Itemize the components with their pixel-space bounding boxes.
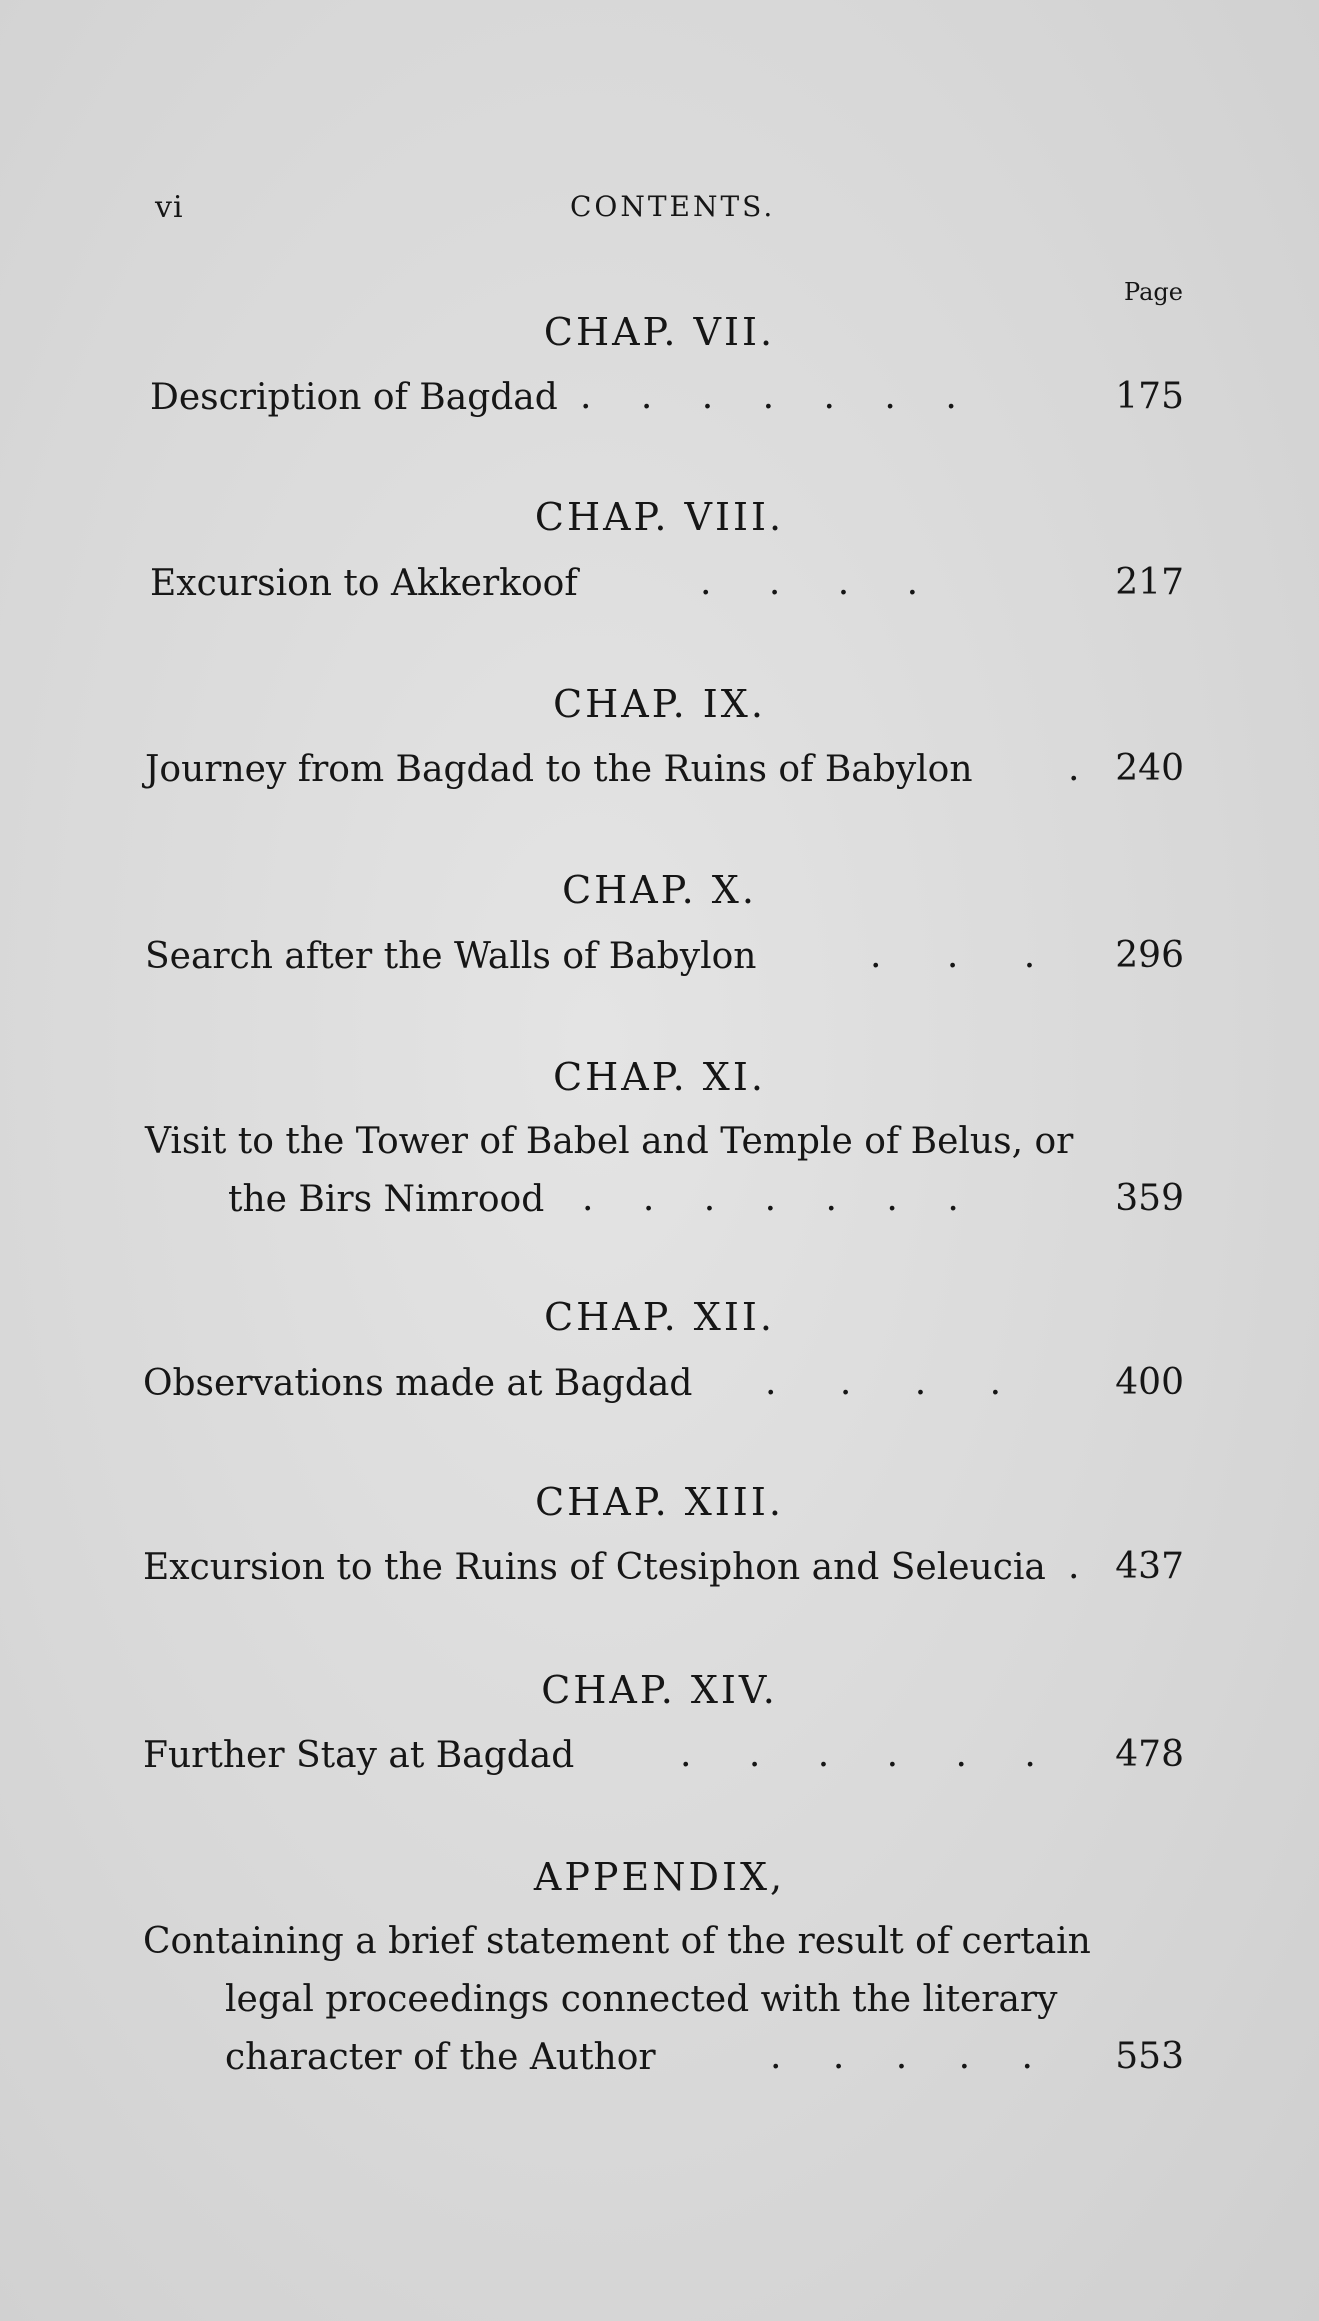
dot-leader-vii: . . . . . . . [580,376,957,417]
toc-entry-xi-line-1: Visit to the Tower of Babel and Temple of Belus, or [145,1121,1074,1162]
dot-leader-x: . . . [870,935,1036,976]
page-ref-appendix: 553 [1115,2036,1184,2077]
dot-leader-xii: . . . . [765,1362,1002,1403]
page-ref-vii: 175 [1115,376,1184,417]
toc-entry-xi-line-2: the Birs Nimrood [228,1179,545,1220]
appendix-entry-line-2: legal proceedings connected with the literary [225,1979,1058,2020]
page-ref-xi: 359 [1115,1178,1184,1219]
dot-leader-xiii: . [1068,1546,1080,1587]
chapter-heading-xiii: CHAP. XIII. [535,1480,784,1524]
dot-leader-ix: . [1068,748,1080,789]
page-ref-viii: 217 [1115,562,1184,603]
page-ref-xiv: 478 [1115,1734,1184,1775]
page-number: vi [155,190,184,225]
appendix-entry-line-1: Containing a brief statement of the result of certain [143,1921,1091,1962]
page-ref-xiii: 437 [1115,1546,1184,1587]
chapter-heading-ix: CHAP. IX. [553,682,766,726]
toc-entry-xiv: Further Stay at Bagdad [143,1735,575,1776]
chapter-heading-viii: CHAP. VIII. [534,495,785,539]
appendix-entry-line-3: character of the Author [225,2037,656,2078]
toc-entry-x: Search after the Walls of Babylon [145,936,757,977]
running-head [0,190,1319,240]
chapter-heading-xii: CHAP. XII. [544,1295,775,1339]
chapter-heading-x: CHAP. X. [562,868,757,912]
appendix-heading: APPENDIX, [533,1855,786,1899]
chapter-heading-xi: CHAP. XI. [553,1055,766,1099]
toc-entry-xiii: Excursion to the Ruins of Ctesiphon and Seleucia [143,1547,1046,1588]
running-title: CONTENTS. [570,190,776,223]
toc-entry-viii: Excursion to Akkerkoof [150,563,578,604]
page-ref-xii: 400 [1115,1362,1184,1403]
chapter-heading-xiv: CHAP. XIV. [541,1668,778,1712]
dot-leader-xiv: . . . . . . [680,1734,1036,1775]
toc-entry-xii: Observations made at Bagdad [143,1363,693,1404]
dot-leader-viii: . . . . [700,562,919,603]
page-ref-ix: 240 [1115,748,1184,789]
dot-leader-appendix: . . . . . [770,2036,1033,2077]
page-column-label: Page [1124,278,1183,306]
toc-entry-ix: Journey from Bagdad to the Ruins of Babylon [145,749,973,790]
chapter-heading-vii: CHAP. VII. [543,310,776,354]
page-ref-x: 296 [1115,935,1184,976]
dot-leader-xi: . . . . . . . [582,1178,959,1219]
toc-entry-vii: Description of Bagdad [150,377,558,418]
